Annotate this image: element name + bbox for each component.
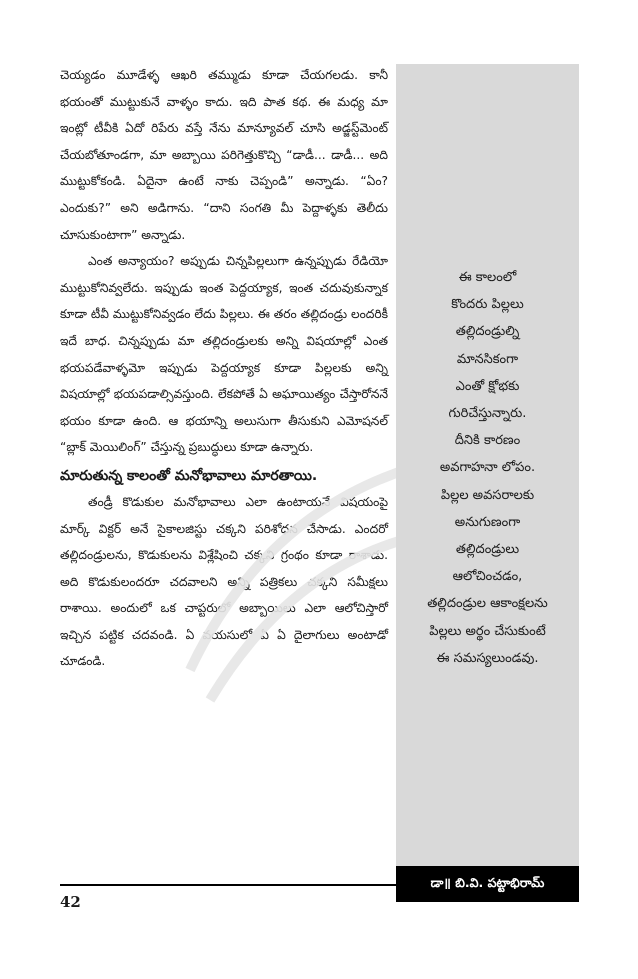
quote-line: తల్లిదండ్రుల్ని xyxy=(455,324,520,340)
author-credit: డా॥ బి.వి. పట్టాభిరామ్ xyxy=(396,866,579,902)
sidebar-panel xyxy=(396,64,579,900)
quote-line: దీనికి కారణం xyxy=(454,433,521,449)
quote-line: మానసికంగా xyxy=(456,351,519,367)
main-column xyxy=(60,62,388,675)
footer-rule xyxy=(60,884,396,886)
pull-quote xyxy=(396,264,579,672)
quote-line: తల్లిదండ్రుల ఆకాంక్షలను xyxy=(427,596,548,612)
quote-line: తల్లిదండ్రులు xyxy=(455,542,520,558)
quote-line: ఈ సమస్యలుండవు. xyxy=(436,650,539,666)
paragraph-1: చెయ్యడం మూడేళ్ళ ఆఖరి తమ్ముడు కూడా చేయగలడు. కానీ భయంతో ముట్టుకునే వాళ్ళం కాదు. ఇది పాత కథ. ఈ మధ్య మా ఇంట్లో టీవీకి ఏదో రిపేరు వస్తే నేను మాన్యూవల్ చూసి అడ్జస్ట్‌మెంట్ చేయబోతూండగా, మా అబ్బాయి పరిగెత్తుకొచ్చి “డాడీ... డాడీ... అది ముట్టుకోకండి. ఏదైనా ఉంటే నాకు చెప్పండి” అన్నాడు. “ఏం? ఎందుకు?” అని అడిగాను. “దాని సంగతి మీ పెద్దాళ్ళకు తెలీదు చూసుకుంటాగా” అన్నాడు. xyxy=(60,68,388,242)
paragraph-2: ఎంత అన్యాయం? అప్పుడు చిన్నపిల్లలుగా ఉన్నప్పుడు రేడియో ముట్టుకోనివ్వలేదు. ఇప్పుడు ఇంత పెద్దయ్యాక, ఇంత చదువుకున్నాక కూడా టీవీ ముట్టుకోనివ్వడం లేదు పిల్లలు. ఈ తరం తల్లిదండ్రు లందరికీ ఇదే బాధ. చిన్నప్పుడు మా తల్లిదండ్రులకు అన్ని విషయాల్లో ఎంత భయపడేవాళ్ళమో ఇప్పుడు పెద్దయ్యాక కూడా పిల్లలకు అన్ని విషయాల్లో భయపడాల్సివస్తుంది. లేకపోతే ఏ అఘాయిత్యం చేస్తారోననే భయం కూడా ఉంది. ఆ భయాన్ని అలుసుగా తీసుకుని ఎమోషనల్ “బ్లాక్ మెయిలింగ్” చేస్తున్న ప్రబుద్ధులు కూడా ఉన్నారు. xyxy=(60,254,388,455)
page-number: 42 xyxy=(60,893,81,911)
paragraph-3: తండ్రీ కొడుకుల మనోభావాలు ఎలా ఉంటాయనే విషయంపై మార్క్ విక్టర్ అనే సైకాలజిస్టు చక్కని పరిశోధన చేసాడు. ఎందరో తల్లిదండ్రులను, కొడుకులను విశ్లేషించి చక్కని గ్రంథం కూడా రాశాడు. అది కొడుకులందరూ చదవాలని అన్ని పత్రికలు చక్కని సమీక్షలు రాశాయి. అందులో ఒక చాప్టరులో అబ్బాయిలు ఎలా ఆలోచిస్తారో ఇచ్చిన పట్టిక చదవండి. ఏ వయసులో ఏ ఏ దైలాగులు అంటాడో చూడండి. xyxy=(60,494,388,669)
quote-line: పిల్లల అవసరాలకు xyxy=(440,487,535,503)
quote-line: గురిచేస్తున్నారు. xyxy=(448,406,527,422)
section-heading: మారుతున్న కాలంతో మనోభావాలు మారతాయి. xyxy=(60,467,318,484)
quote-line: ఆలోచించడం, xyxy=(452,569,523,585)
quote-line: కొందరు పిల్లలు xyxy=(451,297,524,313)
quote-line: అవగాహనా లోపం. xyxy=(439,460,536,476)
quote-line: అనుగుణంగా xyxy=(454,514,521,530)
quote-line: పిల్లలు అర్థం చేసుకుంటే xyxy=(429,623,546,639)
quote-line: ఎంతో క్షోభకు xyxy=(455,378,520,394)
quote-line: ఈ కాలంలో xyxy=(458,270,517,285)
